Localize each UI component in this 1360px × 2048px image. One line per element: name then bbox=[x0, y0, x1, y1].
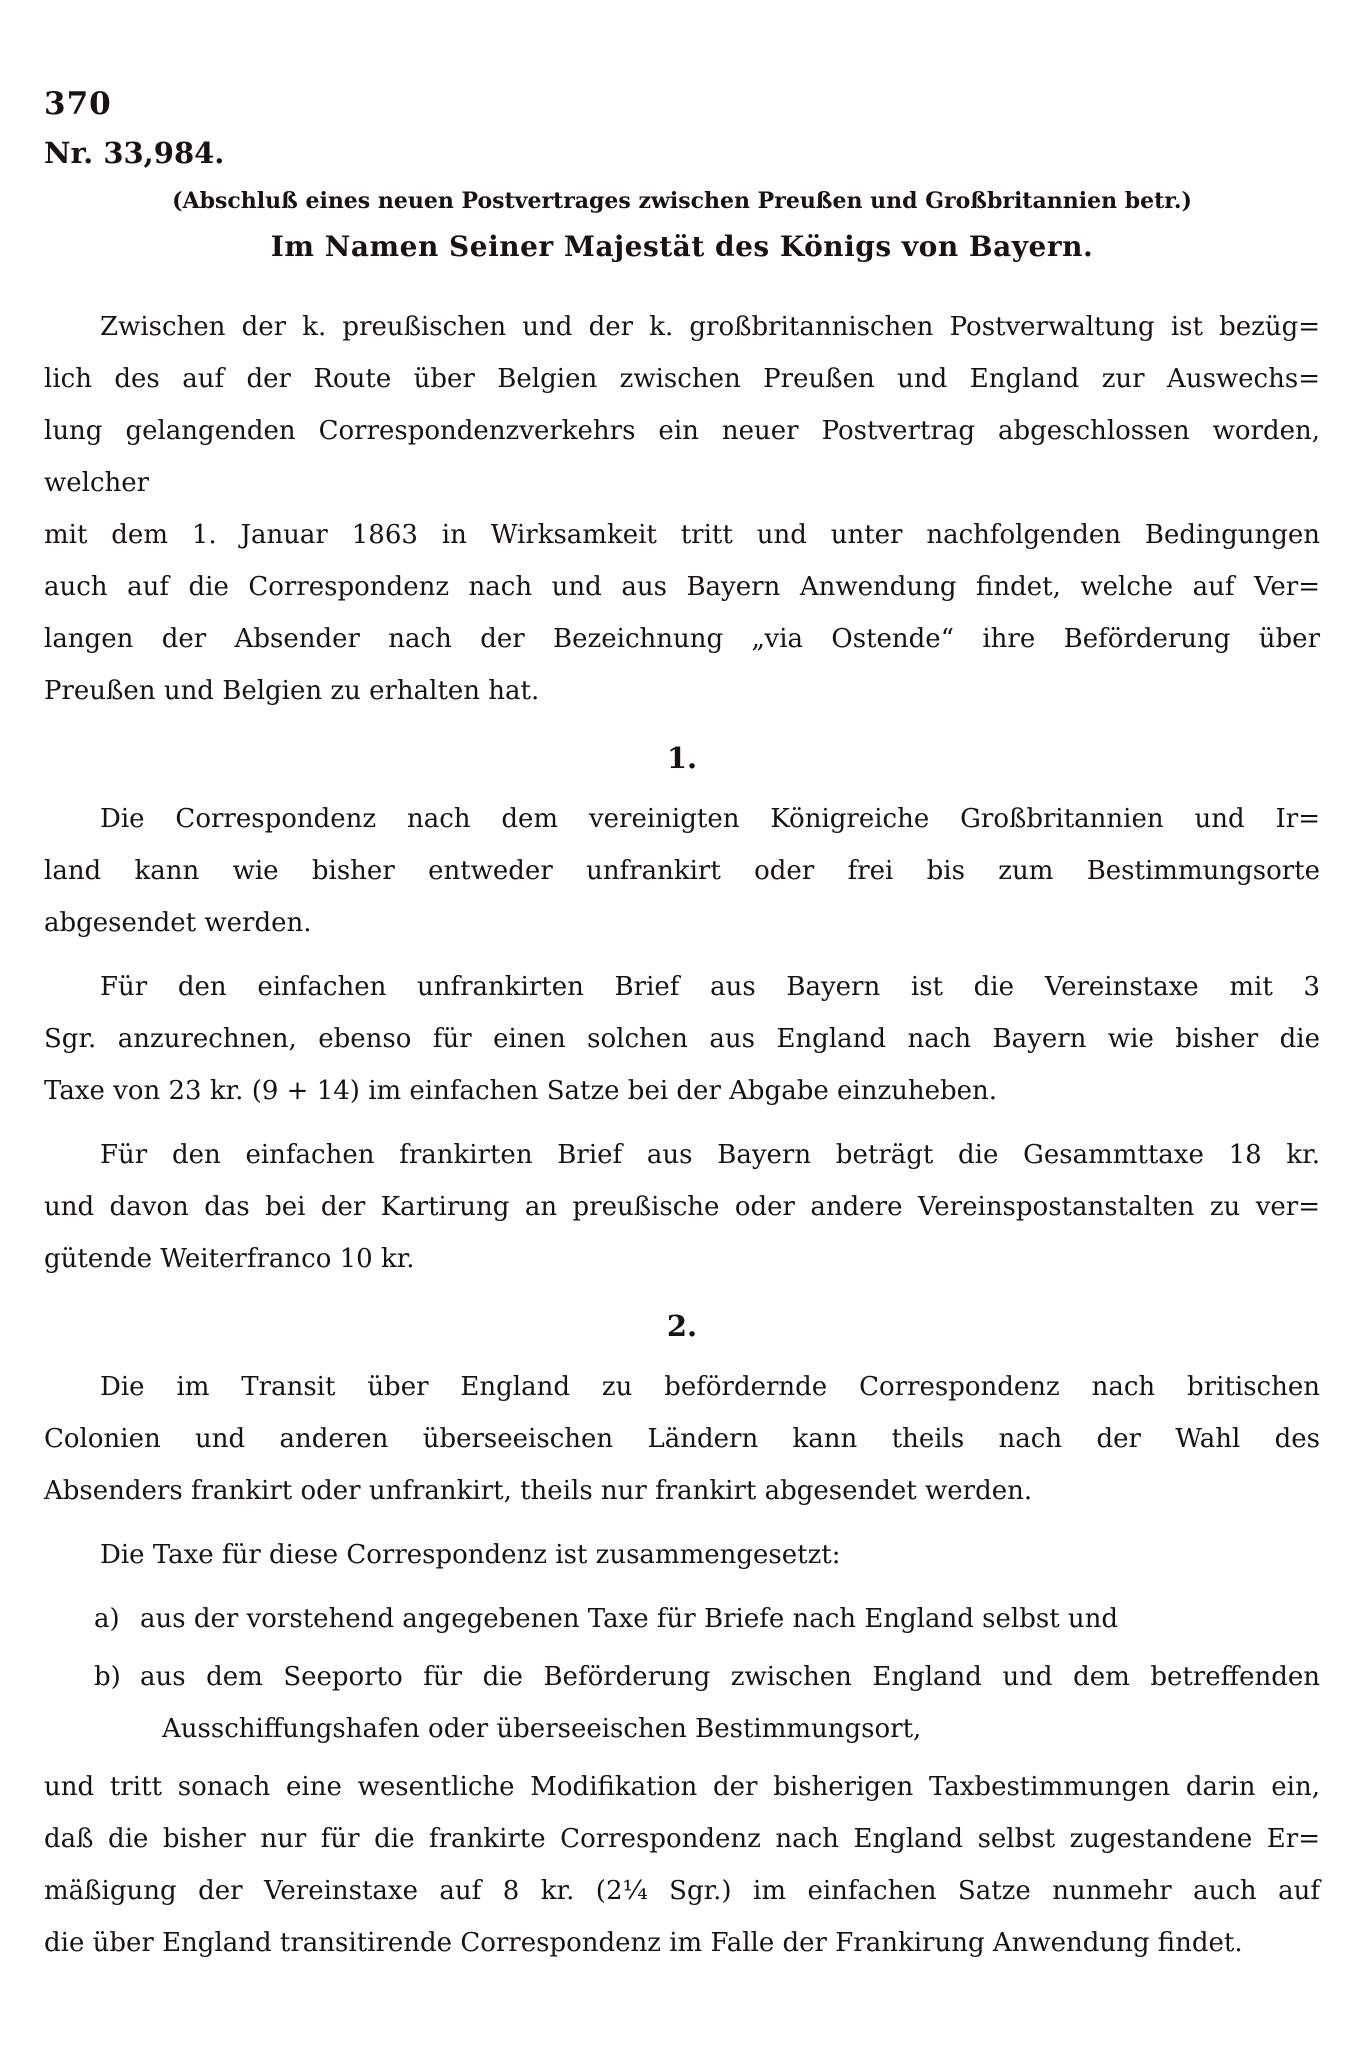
text-line: lich des auf der Route über Belgien zwischen Preußen und England zur Auswechs= bbox=[44, 364, 1320, 394]
text-line: Die Taxe für diese Correspondenz ist zusammengesetzt: bbox=[100, 1540, 841, 1570]
list-marker: b) bbox=[94, 1662, 121, 1692]
text-line: a) aus der vorstehend angegebenen Taxe für Briefe nach England selbst und bbox=[94, 1593, 1320, 1645]
document-title: Im Namen Seiner Majestät des Königs von Bayern. bbox=[270, 230, 1094, 263]
paragraph bbox=[44, 961, 1320, 1117]
text-line: Die im Transit über England zu befördernde Correspondenz nach britischen bbox=[100, 1372, 1320, 1402]
page-number: 370 bbox=[44, 86, 112, 122]
text-line: die über England transitirende Correspondenz im Falle der Frankirung Anwendung findet. bbox=[44, 1928, 1243, 1958]
text-line: Colonien und anderen überseeischen Ländern kann theils nach der Wahl des bbox=[44, 1424, 1320, 1454]
text-line: gütende Weiterfranco 10 kr. bbox=[44, 1244, 415, 1274]
text-line: Absenders frankirt oder unfrankirt, theils nur frankirt abgesendet werden. bbox=[44, 1476, 1033, 1506]
text-line: daß die bisher nur für die frankirte Correspondenz nach England selbst zugestandene Er= bbox=[44, 1824, 1320, 1854]
paragraph bbox=[44, 793, 1320, 949]
text-line: Für den einfachen frankirten Brief aus Bayern beträgt die Gesammttaxe 18 kr. bbox=[100, 1140, 1320, 1170]
list-item bbox=[94, 1651, 1320, 1755]
text-line: mäßigung der Vereinstaxe auf 8 kr. (2¼ Sgr.) im einfachen Satze nunmehr auch auf bbox=[44, 1876, 1320, 1906]
list-item bbox=[94, 1593, 1320, 1645]
document-number: Nr. 33,984. bbox=[44, 136, 225, 170]
text-line: Preußen und Belgien zu erhalten hat. bbox=[44, 676, 540, 706]
text-line: und davon das bei der Kartirung an preußische oder andere Vereinspostanstalten zu ver= bbox=[44, 1192, 1320, 1222]
text-line: Zwischen der k. preußischen und der k. großbritannischen Postverwaltung ist bezüg= bbox=[100, 312, 1320, 342]
text-line: langen der Absender nach der Bezeichnung „via Ostende“ ihre Beförderung über bbox=[44, 624, 1320, 654]
text-line: land kann wie bisher entweder unfrankirt oder frei bis zum Bestimmungsorte bbox=[44, 856, 1320, 886]
paragraph bbox=[44, 301, 1320, 717]
paragraph bbox=[44, 1129, 1320, 1285]
text-line: lung gelangenden Correspondenzverkehrs ein neuer Postvertrag abgeschlossen worden, welcher bbox=[44, 416, 1320, 498]
text-line: Ausschiffungshafen oder überseeischen Bestimmungsort, bbox=[162, 1714, 922, 1744]
paragraph bbox=[44, 1361, 1320, 1517]
paragraph bbox=[44, 1761, 1320, 1969]
text-line: b) aus dem Seeporto für die Beförderung zwischen England und dem betreffenden bbox=[94, 1651, 1320, 1703]
section-heading: 2. bbox=[666, 1309, 698, 1343]
document-subject: (Abschluß eines neuen Postvertrages zwischen Preußen und Großbritannien betr.) bbox=[172, 188, 1192, 214]
text-line: Taxe von 23 kr. (9 + 14) im einfachen Satze bei der Abgabe einzuheben. bbox=[44, 1076, 998, 1106]
document-body bbox=[44, 301, 1320, 1969]
text-line: und tritt sonach eine wesentliche Modifikation der bisherigen Taxbestimmungen darin ein, bbox=[44, 1772, 1320, 1802]
text-line: Sgr. anzurechnen, ebenso für einen solchen aus England nach Bayern wie bisher die bbox=[44, 1024, 1320, 1054]
paragraph bbox=[44, 1529, 1320, 1581]
section-heading: 1. bbox=[666, 741, 698, 775]
text-line: abgesendet werden. bbox=[44, 908, 312, 938]
text-line: Die Correspondenz nach dem vereinigten Königreiche Großbritannien und Ir= bbox=[100, 804, 1320, 834]
text-line: Für den einfachen unfrankirten Brief aus Bayern ist die Vereinstaxe mit 3 bbox=[100, 972, 1320, 1002]
text-line: mit dem 1. Januar 1863 in Wirksamkeit tritt und unter nachfolgenden Bedingungen bbox=[44, 520, 1320, 550]
list-marker: a) bbox=[94, 1604, 120, 1634]
text-line: auch auf die Correspondenz nach und aus Bayern Anwendung findet, welche auf Ver= bbox=[44, 572, 1320, 602]
